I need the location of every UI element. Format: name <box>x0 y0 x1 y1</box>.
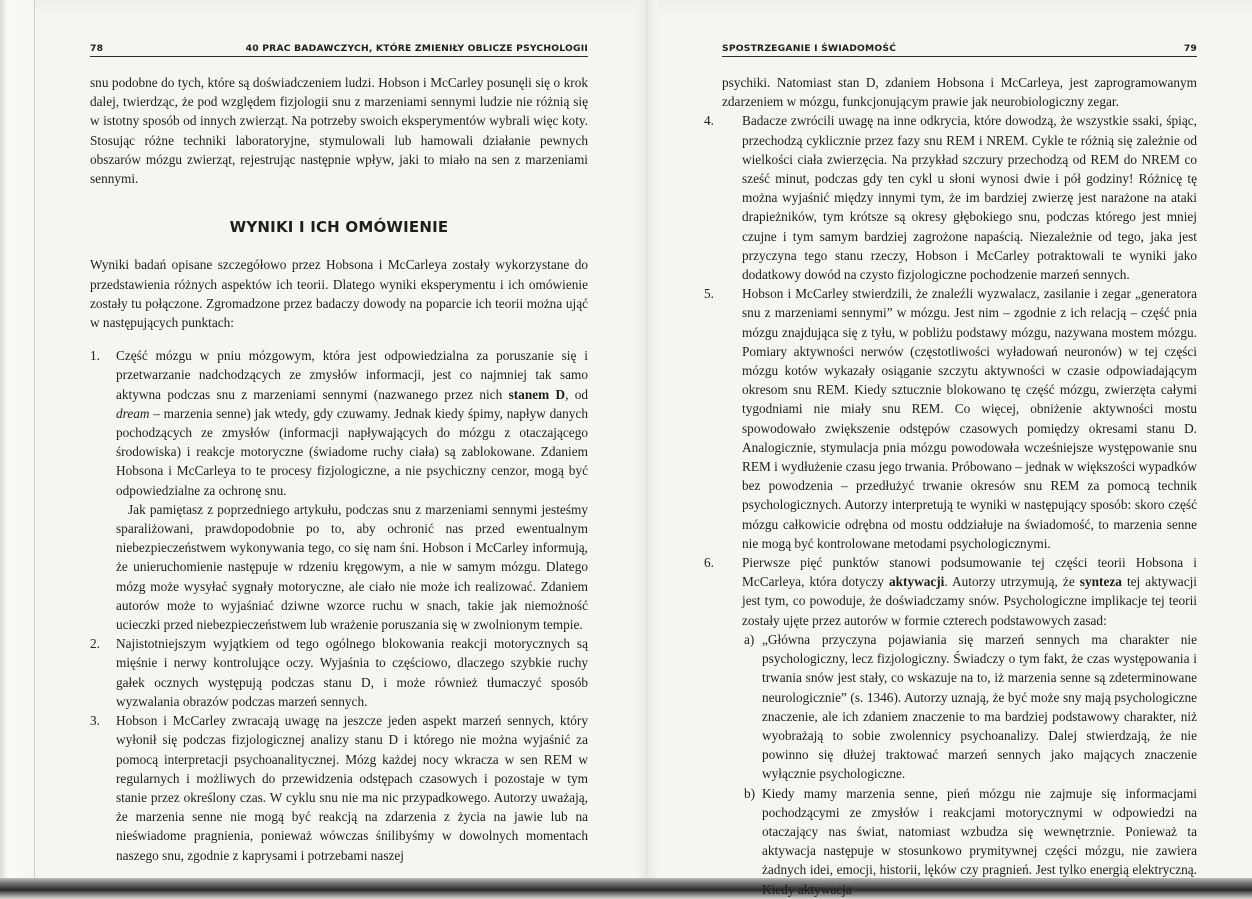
sub-item-label: a) <box>744 631 755 647</box>
list-item-2 <box>90 634 588 711</box>
text-run: Pierwsze pięć punktów stanowi podsumowanie tej części teorii Hobsona i McCarleya, która dotyczy <box>742 555 1197 590</box>
list-item-text: Najistotniejszym wyjątkiem od tego ogólnego blokowania reakcji motorycznych są mięśnie i nerwy kontrolujące oczy. Wyjaśnia to częściowo, dlaczego szybkie ruchy gałek ocznych występują podczas stanu D, i może również tłumaczyć sposób wyzwalania obrazów podczas marzeń sennych. <box>116 636 588 709</box>
results-list <box>90 346 588 864</box>
text-run: . Autorzy utrzymują, że <box>944 574 1080 590</box>
list-item-text <box>116 346 588 500</box>
right-running-head <box>722 38 1197 57</box>
left-page <box>90 38 588 878</box>
scan-edge-left <box>0 0 35 899</box>
left-page-content <box>90 73 588 865</box>
right-running-title: SPOSTRZEGANIE I ŚWIADOMOŚĆ <box>722 43 897 54</box>
list-item-paragraph: Jak pamiętasz z poprzedniego artykułu, podczas snu z marzeniami sennymi jesteśmy sparaliżowani, prawdopodobnie po to, aby ochronić nas przed ewentualnym niebezpieczeństwem wykonywania tego, co się nam śni. Hobson i McCarley informują, że unieruchomienie następuje w rdzeniu kręgowym, a nie w samym mózgu. Dlatego mózg może wysyłać sygnały motoryczne, ale ciało nie może ich realizować. Zdaniem autorów może to wyjaśniać dziwne wzorce ruchu w snach, takie jak niemożność ucieczki przed niebezpieczeństwem lub wrażenie poruszania się w zwolnionym tempie. <box>116 501 588 633</box>
sub-item-text: Kiedy mamy marzenia senne, pień mózgu nie zajmuje się informacjami pochodzącymi ze zmysłów i reakcjami motorycznymi w odpowiedzi na otaczający nas świat, natomiast wzbudza się wewnętrznie. Ponieważ ta aktywacja następuje w stosunkowo prymitywnej części mózgu, nie zawiera żadnych idei, emocji, historii, lęków czy pragnień. Jest tylko energią elektryczną. Kiedy aktywacja <box>762 785 1197 897</box>
text-run: Część mózgu w pniu mózgowym, która jest odpowiedzialna za poruszanie się i przetwarzanie nadchodzących ze zmysłów informacji, jest co najmniej tak samo aktywna podczas snu z marzeniami sennymi (nazwanego przez nich <box>116 348 588 402</box>
bold-term: stanem D <box>508 386 566 402</box>
list-item-text <box>742 553 1197 630</box>
list-item-1 <box>90 346 588 634</box>
scan-edge-top <box>0 0 1252 14</box>
text-run: , od <box>565 386 588 402</box>
list-item-number: 3. <box>90 713 100 729</box>
left-page-number: 78 <box>90 43 104 54</box>
sub-item-label: b) <box>744 785 756 801</box>
section-paragraph: Wyniki badań opisane szczegółowo przez Hobsona i McCarleya zostały wykorzystane do przedstawienia różnych aspektów ich teorii. Dlatego wyniki eksperymentu i ich omówienie zostały tu połączone. Zgromadzone przez badaczy dowody na poparcie ich teorii można ująć w następujących punktach: <box>90 257 588 331</box>
bold-term: synteza <box>1079 574 1122 590</box>
list-item-6 <box>704 553 1197 899</box>
text-run: – marzenia senne) jak wtedy, gdy czuwamy. Jednak kiedy śpimy, napływ danych pochodzących ze zmysłów (informacji napływających do mózgu z otaczającego środowiska) i reakcje motoryczne (świadome ruchy ciała) są zablokowane. Zdaniem Hobsona i McCarleya to te procesy fizjologiczne, a nie psychiczny cenzor, mogą być odpowiedzialne za ochronę snu. <box>116 405 588 498</box>
right-page-number: 79 <box>1183 43 1197 54</box>
list-item-text: Hobson i McCarley zwracają uwagę na jeszcze jeden aspekt marzeń sennych, który wyłonił się podczas fizjologicznej analizy stanu D i którego nie można wyjaśnić za pomocą interpretacji psychoanalitycznej. Mózg każdej nocy wkracza w sen REM w regularnych i możliwych do przewidzenia odstępach czasowych i pozostaje w tym stanie przez określony czas. W cyklu snu nie ma nic przypadkowego. Autorzy uważają, że marzenia senne nie mogą być reakcją na zdarzenia z życia na jawie lub na nieświadome pragnienia, ponieważ wówczas śnilibyśmy w dowolnych momentach naszego snu, zgodnie z kaprysami i potrzebami naszej <box>116 713 588 863</box>
list-item-number: 6. <box>704 555 714 571</box>
list-item-number: 1. <box>90 348 100 364</box>
sub-item-b <box>742 784 1197 899</box>
right-page <box>704 38 1197 897</box>
text-run: tej aktywacji jest tym, co powoduje, że doświadczamy snów. Psychologiczne implikacje tej teorii zostały ujęte przez autorów w formie czterech podstawowych zasad: <box>742 574 1197 628</box>
list-item-number: 2. <box>90 636 100 652</box>
left-running-head <box>90 38 588 57</box>
list-item-5 <box>704 284 1197 553</box>
list-item-text: Hobson i McCarley stwierdzili, że znaleźli wyzwalacz, zasilanie i zegar „generatora snu z marzeniami sennymi” w mózgu. Jest nim – zgodnie z ich relacją – część pnia mózgu znajdująca się z tyłu, w pobliżu podstawy mózgu, nazywana mostem mózgu. Pomiary aktywności nerwów (częstotliwości wyładowań neuronów) w tej części mózgu kotów wykazały osiąganie szczytu aktywności w czasie odpowiadającym okresom snu REM. Kiedy sztucznie blokowano tę część mózgu, zwierzęta całymi tygodniami nie miały snu REM. Co więcej, obniżenie aktywności mostu spowodowało zwiększenie odstępów czasowych pomiędzy okresami stanu D. Analogicznie, stymulacja pnia mózgu powodowała wcześniejsze występowanie snu REM i wydłużenie czasu jego trwania. Próbowano – jednak w większości wypadków bez powodzenia – przedłużyć trwanie okresów snu REM za pomocą technik psychologicznych. Autorzy interpretują te wyniki w następujący sposób: skoro część mózgu całkowicie odrębna od mostu oddziałuje na świadomość, to marzenia senne nie mogą być kontrolowane metodami psychologicznymi. <box>742 286 1197 551</box>
sub-item-a <box>742 630 1197 784</box>
italic-term: dream <box>116 405 150 421</box>
list-item-4 <box>704 111 1197 284</box>
results-list-continued <box>704 111 1197 898</box>
list-item-text: Badacze zwrócili uwagę na inne odkrycia, które dowodzą, że wszystkie ssaki, śpiąc, przechodzą cyklicznie przez fazy snu REM i NREM. Cykle te różnią się zależnie od wielkości ciała zwierzęcia. Na przykład szczury przechodzą od REM do NREM co sześć minut, podczas gdy ten cykl u słoni wynosi dwie i pół godziny! Różnicę tę można wyjaśnić między innymi tym, że im bardziej zwierzę jest narażone na ataki drapieżników, tym krótsze są okresy głębokiego snu, podczas którego jest mniej czujne i tym samym bardziej zagrożone napaścią. Niezależnie od tego, jaka jest przyczyna tego stanu rzeczy, Hobson i McCarley potraktowali te wyniki jako dodatkowy dowód na czysto fizjologiczne pochodzenie marzeń sennych. <box>742 113 1197 283</box>
continuation-paragraph: psychiki. Natomiast stan D, zdaniem Hobsona i McCarleya, jest zaprogramowanym zdarzeniem w mózgu, funkcjonującym prawie jak neurobiologiczny zegar. <box>722 75 1197 110</box>
section-title: WYNIKI I ICH OMÓWIENIE <box>229 218 449 237</box>
right-page-content <box>704 73 1197 899</box>
left-running-title: 40 PRAC BADAWCZYCH, KTÓRE ZMIENIŁY OBLICZE PSYCHOLOGII <box>245 43 588 54</box>
book-gutter <box>636 0 658 878</box>
intro-paragraph: snu podobne do tych, które są doświadczeniem ludzi. Hobson i McCarley posunęli się o krok dalej, twierdząc, że pod względem fizjologii snu z marzeniami sennymi ludzie nie różnią się w istotny sposób od innych zwierząt. Na potrzeby swoich eksperymentów wybrali więc koty. Stosując różne techniki laboratoryjne, stymulowali lub hamowali działanie pewnych obszarów mózgu zwierząt, rejestrując następnie wpływ, jaki to miało na sen z marzeniami sennymi. <box>90 75 588 187</box>
sub-item-text: „Główna przyczyna pojawiania się marzeń sennych ma charakter nie psychologiczny, lecz fizjologiczny. Świadczy o tym fakt, że czas występowania i trwania snów jest stały, co wskazuje na to, iż marzenia senne są zdeterminowane neurologicznie” (s. 1346). Autorzy uznają, że być może sny mają psychologiczne znaczenie, ale ich zdaniem znaczenie to ma bardziej podstawowy charakter, niż wyobrażają to sobie zwolennicy psychoanalizy. Dalej stwierdzają, że nie powinno się dłużej traktować marzeń sennych jako mających znaczenie wyłącznie psychologiczne. <box>762 631 1197 782</box>
list-item-3 <box>90 711 588 865</box>
list-item-number: 5. <box>704 286 714 302</box>
list-item-number: 4. <box>704 113 714 129</box>
bold-term: aktywacji <box>888 574 945 590</box>
